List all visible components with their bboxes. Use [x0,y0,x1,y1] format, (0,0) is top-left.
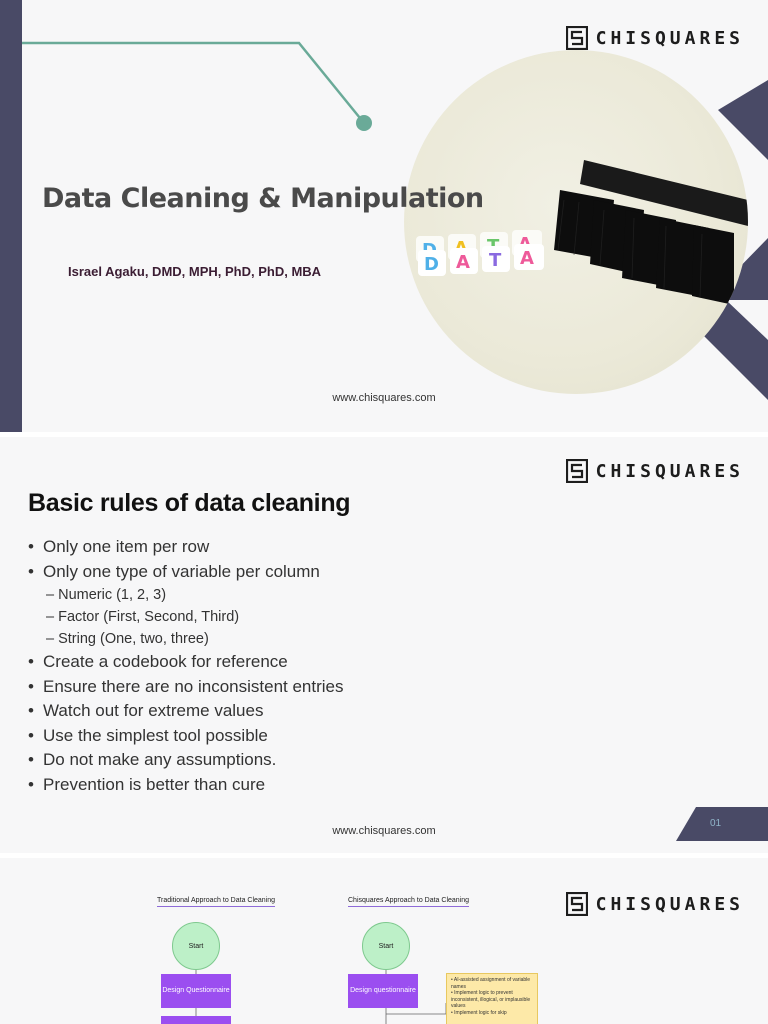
brand-logo [566,459,744,483]
block-letter: D [424,254,439,275]
note-item [451,977,533,990]
rule-text: Use the simplest tool possible [43,725,268,745]
author-credit: Israel Agaku, DMD, MPH, PhD, PhD, MBA [68,264,322,279]
rule-item [28,748,344,773]
rule-text: Watch out for extreme values [43,701,264,720]
rule-subitem [28,606,344,628]
chisquares-diagram-title: Chisquares Approach to Data Cleaning [348,897,469,907]
design-questionnaire-step: Design Questionnaire [161,974,231,1008]
brand-name: CHISQUARES [595,460,744,482]
rules-list [28,535,344,797]
block-letter: A [456,252,470,273]
title-slide [0,0,768,432]
start-node-chisquares: Start [362,922,410,970]
block-letter: A [520,248,534,269]
rule-item [28,699,344,724]
bullet-icon: • [28,652,34,671]
rule-text: Ensure there are no inconsistent entries [43,676,344,696]
bullet-icon: • [28,561,34,581]
rule-text: Create a codebook for reference [43,652,288,671]
decorative-connector-line [0,0,400,140]
note-item [451,1010,533,1017]
brush-and-blocks-image [404,50,748,394]
rule-item [28,675,344,700]
bullet-icon: • [28,676,34,696]
rule-item [28,650,344,675]
bullet-icon: • [28,750,34,769]
approach-comparison-slide [0,858,768,1024]
rule-subitem [28,628,344,650]
website-link[interactable]: www.chisquares.com [332,392,436,404]
page-number-tab [676,807,768,841]
rule-subitem [28,584,344,606]
traditional-diagram-title: Traditional Approach to Data Cleaning [157,897,275,907]
rule-text: Prevention is better than cure [43,774,266,794]
rule-item [28,560,344,585]
rules-slide [0,437,768,853]
next-step-box [161,1016,231,1024]
bullet-icon: • [451,990,455,996]
rule-item [28,535,344,560]
rule-text: – String (One, two, three) [46,631,209,647]
note-item [451,990,533,1010]
data-cleaning-photo [404,50,748,394]
slide-title: Basic rules of data cleaning [28,489,351,517]
chisquares-features-note [446,973,538,1024]
slide-title: Data Cleaning & Manipulation [42,183,484,214]
rule-text: Do not make any assumptions. [43,750,277,769]
brand-logo [566,26,744,50]
rule-text: – Numeric (1, 2, 3) [46,587,167,603]
bullet-icon: • [28,774,34,794]
note-text: Implement logic to prevent inconsistent, illogical, or implausible values [451,990,531,1009]
bullet-icon: • [28,701,34,720]
bullet-icon: • [28,537,34,556]
chisquares-logo-icon [566,459,588,483]
brand-name: CHISQUARES [595,27,744,49]
rule-text: – Factor (First, Second, Third) [46,609,240,625]
bullet-icon: • [28,725,34,745]
rule-text: Only one type of variable per column [43,561,320,581]
rule-item [28,724,344,749]
page-number: 01 [710,818,722,829]
brand-name: CHISQUARES [595,893,744,915]
website-link[interactable]: www.chisquares.com [332,825,436,837]
block-letter: T [489,250,502,271]
design-questionnaire-step: Design questionnaire [348,974,418,1008]
start-node-traditional: Start [172,922,220,970]
note-text: Implement logic for skip [454,1009,507,1016]
note-text: AI-assisted assignment of variable names [451,977,531,990]
rule-text: Only one item per row [43,537,210,556]
bullet-icon: • [451,977,454,983]
bullet-icon: • [451,1009,455,1016]
rule-item [28,773,344,798]
chisquares-logo-icon [566,26,588,50]
